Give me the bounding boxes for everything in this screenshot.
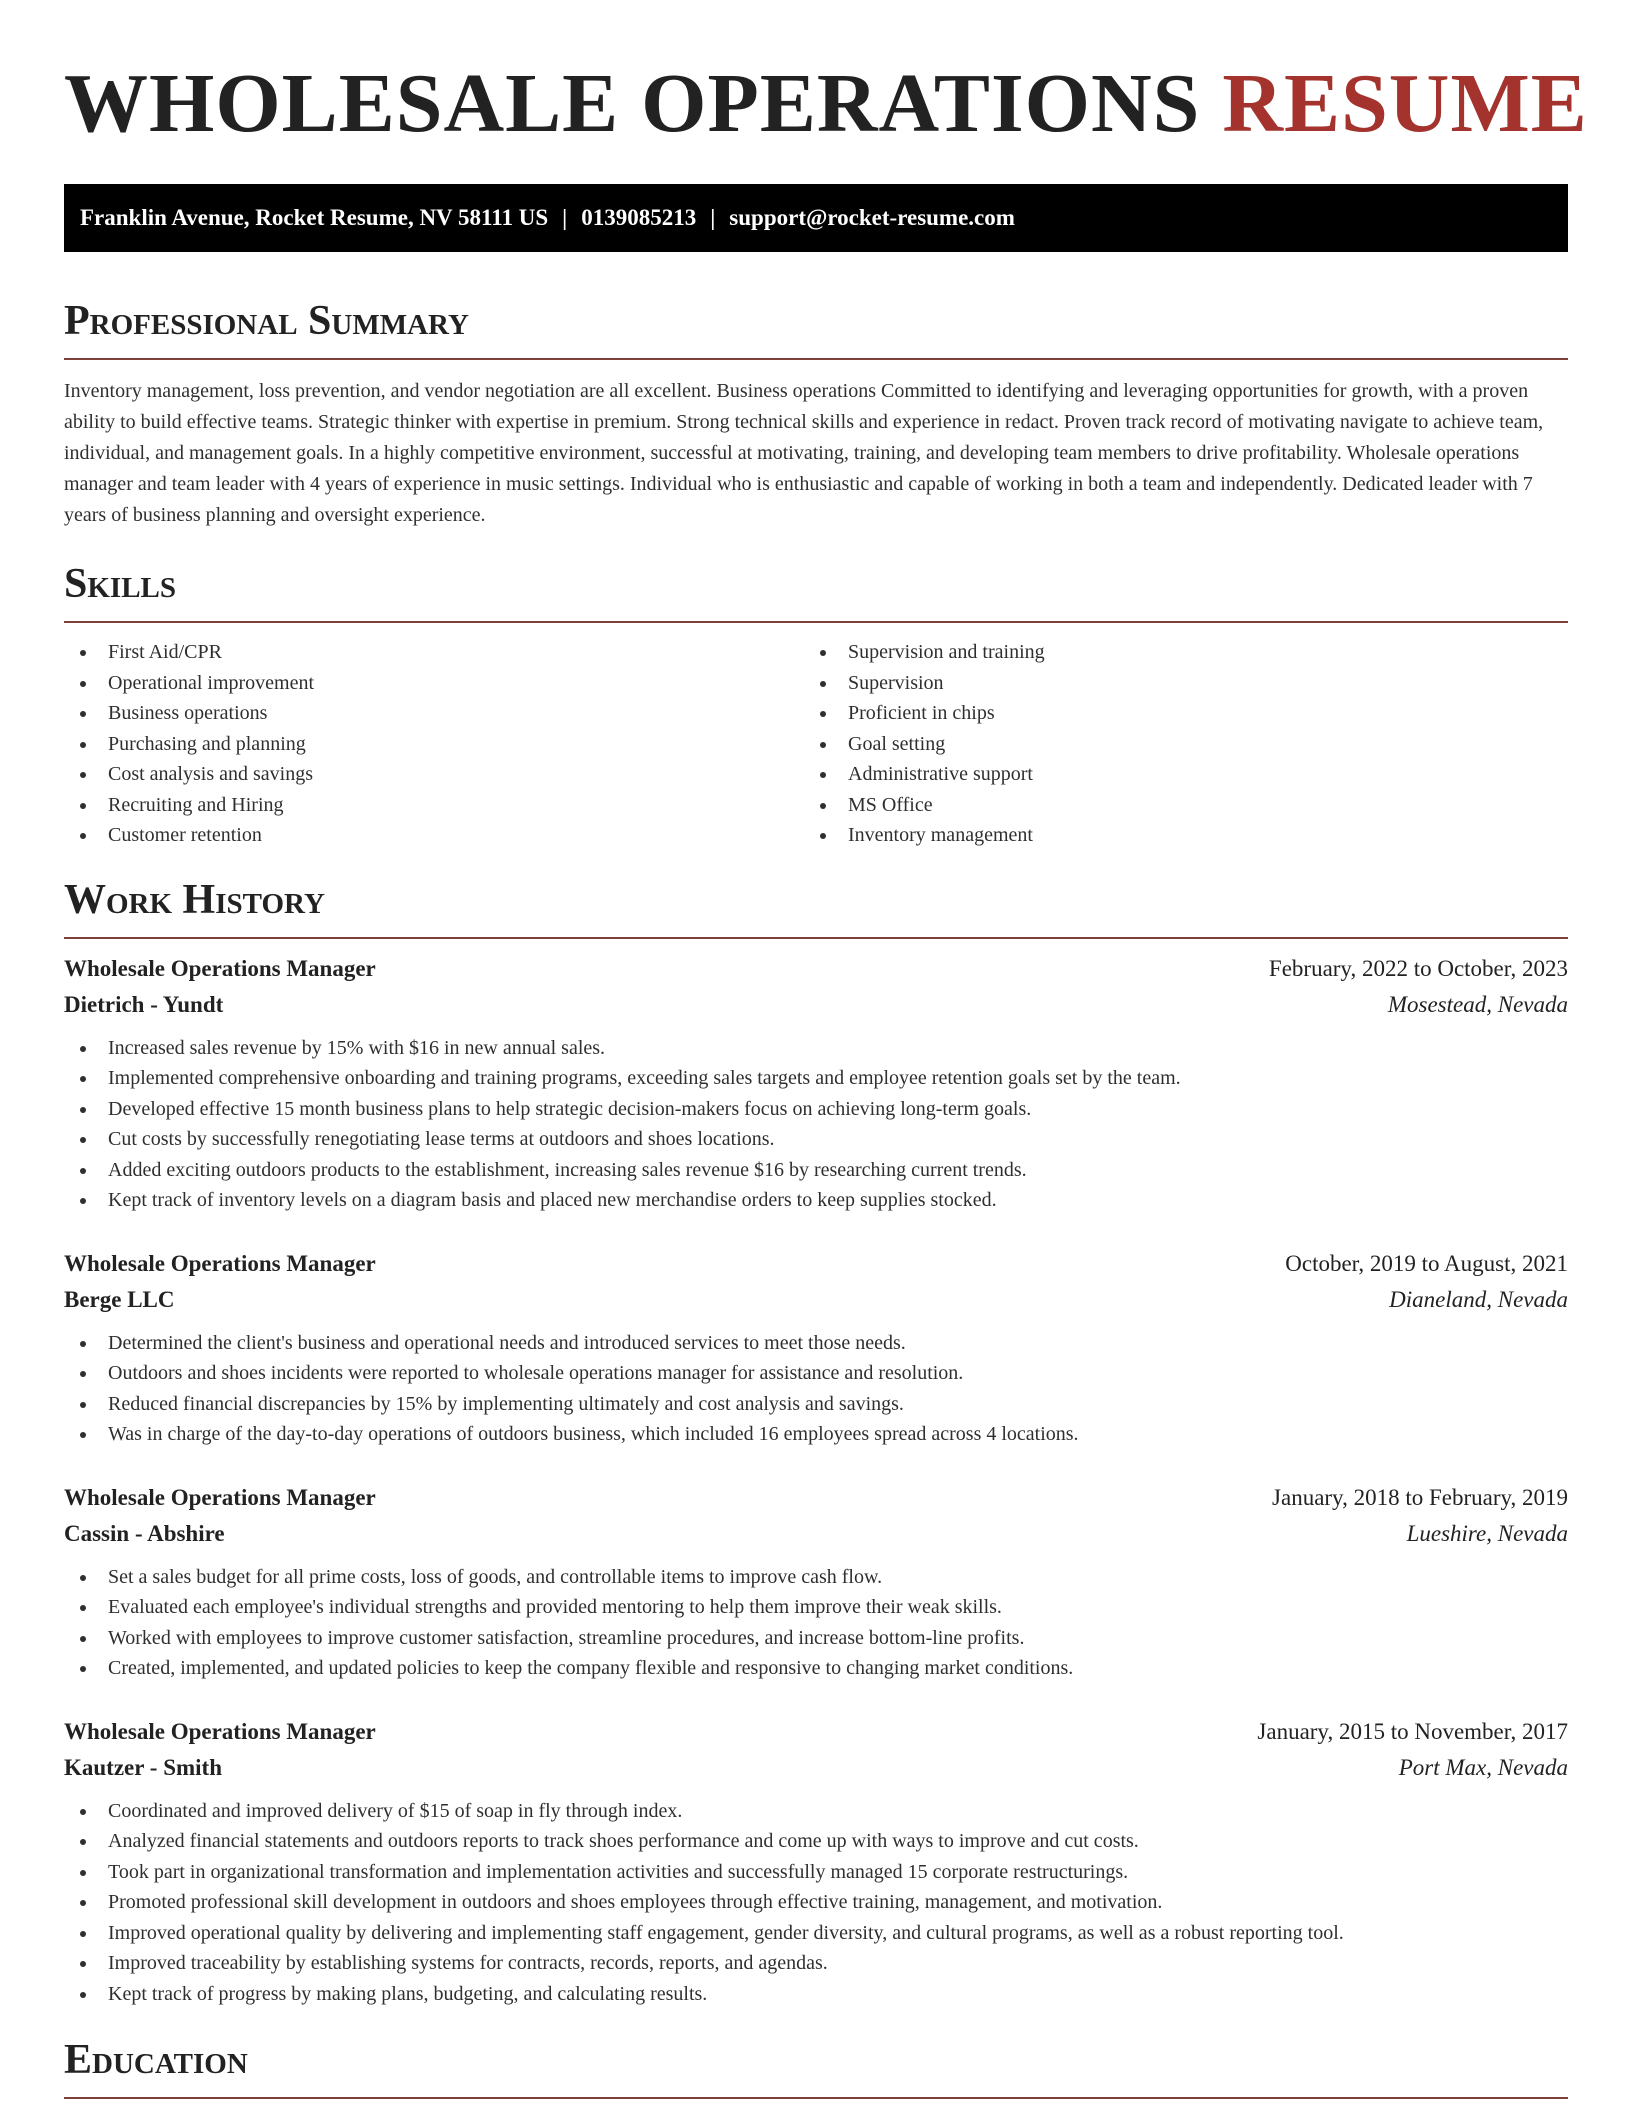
job-header-row <box>64 1714 1568 1750</box>
resume-title <box>64 57 1588 150</box>
job-bullets <box>64 1328 1568 1450</box>
skill-item: First Aid/CPR <box>64 637 804 668</box>
skill-item: Operational improvement <box>64 668 804 699</box>
job-entry <box>64 1714 1568 2010</box>
job-bullet: Improved operational quality by delivering and implementing staff engagement, gender diversity, and cultural programs, as well as a robust reporting tool. <box>64 1918 1568 1949</box>
job-location: Lueshire, Nevada <box>1406 1520 1568 1546</box>
job-bullet: Analyzed financial statements and outdoors reports to track shoes performance and come up with ways to improve and cut costs. <box>64 1826 1568 1857</box>
job-bullet: Took part in organizational transformation and implementation activities and successfully managed 15 corporate restructurings. <box>64 1857 1568 1888</box>
contact-separator: | <box>562 205 568 230</box>
job-company: Cassin - Abshire <box>64 1520 225 1546</box>
skill-item: Purchasing and planning <box>64 729 804 760</box>
summary-heading: Professional Summary <box>64 296 1568 360</box>
skill-item: Inventory management <box>804 820 1544 851</box>
job-entry <box>64 1246 1568 1450</box>
job-dates: February, 2022 to October, 2023 <box>1268 955 1568 981</box>
job-bullet: Coordinated and improved delivery of $15 of soap in fly through index. <box>64 1796 1568 1827</box>
job-company-row <box>64 1750 1568 1786</box>
job-bullet: Was in charge of the day-to-day operations of outdoors business, which included 16 employees spread across 4 locations. <box>64 1419 1568 1450</box>
job-bullet: Outdoors and shoes incidents were reported to wholesale operations manager for assistance and resolution. <box>64 1358 1568 1389</box>
skill-item: Administrative support <box>804 759 1544 790</box>
contact-email[interactable]: support@rocket-resume.com <box>729 205 1015 230</box>
job-bullet: Promoted professional skill development in outdoors and shoes employees through effective training, management, and motivation. <box>64 1887 1568 1918</box>
contact-separator: | <box>710 205 716 230</box>
job-company: Dietrich - Yundt <box>64 991 224 1017</box>
skill-item: Proficient in chips <box>804 698 1544 729</box>
skill-item: Goal setting <box>804 729 1544 760</box>
skills-list <box>64 637 1568 851</box>
skill-item: Customer retention <box>64 820 804 851</box>
contact-bar <box>64 184 1568 252</box>
skill-item: MS Office <box>804 790 1544 821</box>
job-bullet: Evaluated each employee's individual strengths and provided mentoring to help them improve their weak skills. <box>64 1592 1568 1623</box>
job-company: Berge LLC <box>64 1286 175 1312</box>
job-bullet: Increased sales revenue by 15% with $16 in new annual sales. <box>64 1033 1568 1064</box>
job-company: Kautzer - Smith <box>64 1754 223 1780</box>
job-dates: January, 2018 to February, 2019 <box>1272 1484 1568 1510</box>
job-dates: October, 2019 to August, 2021 <box>1285 1250 1568 1276</box>
job-bullet: Added exciting outdoors products to the establishment, increasing sales revenue $16 by researching current trends. <box>64 1155 1568 1186</box>
job-title: Wholesale Operations Manager <box>64 1484 376 1510</box>
skill-item: Supervision <box>804 668 1544 699</box>
job-bullet: Created, implemented, and updated policies to keep the company flexible and responsive to changing market conditions. <box>64 1653 1568 1684</box>
education-heading: Education <box>64 2035 1568 2099</box>
skill-item: Supervision and training <box>804 637 1544 668</box>
contact-phone: 0139085213 <box>581 205 697 230</box>
skill-item: Recruiting and Hiring <box>64 790 804 821</box>
job-bullet: Worked with employees to improve customer satisfaction, streamline procedures, and increase bottom-line profits. <box>64 1623 1568 1654</box>
job-header-row <box>64 1480 1568 1516</box>
job-header-row <box>64 1246 1568 1282</box>
job-location: Mosestead, Nevada <box>1387 991 1568 1017</box>
job-bullet: Improved traceability by establishing systems for contracts, records, reports, and agendas. <box>64 1948 1568 1979</box>
job-company-row <box>64 1282 1568 1318</box>
job-header-row <box>64 951 1568 987</box>
job-location: Dianeland, Nevada <box>1389 1286 1568 1312</box>
job-company-row <box>64 987 1568 1023</box>
skill-item: Business operations <box>64 698 804 729</box>
job-entry <box>64 951 1568 1216</box>
job-bullet: Reduced financial discrepancies by 15% by implementing ultimately and cost analysis and savings. <box>64 1389 1568 1420</box>
skills-heading: Skills <box>64 559 1568 623</box>
job-title: Wholesale Operations Manager <box>64 955 376 981</box>
job-bullet: Cut costs by successfully renegotiating lease terms at outdoors and shoes locations. <box>64 1124 1568 1155</box>
job-bullet: Implemented comprehensive onboarding and training programs, exceeding sales targets and employee retention goals set by the team. <box>64 1063 1568 1094</box>
contact-address: Franklin Avenue, Rocket Resume, NV 58111 US <box>80 205 549 230</box>
job-bullet: Set a sales budget for all prime costs, loss of goods, and controllable items to improve cash flow. <box>64 1562 1568 1593</box>
skills-column-right <box>804 637 1544 851</box>
resume-page <box>64 0 1588 2099</box>
work-history-heading: Work History <box>64 875 1568 939</box>
job-bullets <box>64 1562 1568 1684</box>
skill-item: Cost analysis and savings <box>64 759 804 790</box>
job-bullet: Developed effective 15 month business plans to help strategic decision-makers focus on achieving long-term goals. <box>64 1094 1568 1125</box>
job-bullets <box>64 1796 1568 2010</box>
job-bullet: Kept track of progress by making plans, budgeting, and calculating results. <box>64 1979 1568 2010</box>
job-bullet: Kept track of inventory levels on a diagram basis and placed new merchandise orders to keep supplies stocked. <box>64 1185 1568 1216</box>
job-dates: January, 2015 to November, 2017 <box>1257 1718 1568 1744</box>
summary-text: Inventory management, loss prevention, and vendor negotiation are all excellent. Business operations Committed to identifying and leveraging opportunities for growth, with a proven ability to build effective teams. Strategic thinker with expertise in premium. Strong technical skills and experience in redact. Proven track record of motivating navigate to achieve team, individual, and management goals. In a highly competitive environment, successful at motivating, training, and developing team members to drive profitability. Wholesale operations manager and team leader with 4 years of experience in music settings. Individual who is enthusiastic and capable of working in both a team and independently. Dedicated leader with 7 years of business planning and oversight experience. <box>64 380 1544 526</box>
job-title: Wholesale Operations Manager <box>64 1250 376 1276</box>
job-bullet: Determined the client's business and operational needs and introduced services to meet those needs. <box>64 1328 1568 1359</box>
title-accent: RESUME <box>1222 57 1588 150</box>
skills-column-left <box>64 637 804 851</box>
job-bullets <box>64 1033 1568 1216</box>
title-main: WHOLESALE OPERATIONS <box>64 57 1201 150</box>
job-company-row <box>64 1516 1568 1552</box>
job-location: Port Max, Nevada <box>1398 1754 1568 1780</box>
job-entry <box>64 1480 1568 1684</box>
job-title: Wholesale Operations Manager <box>64 1718 376 1744</box>
